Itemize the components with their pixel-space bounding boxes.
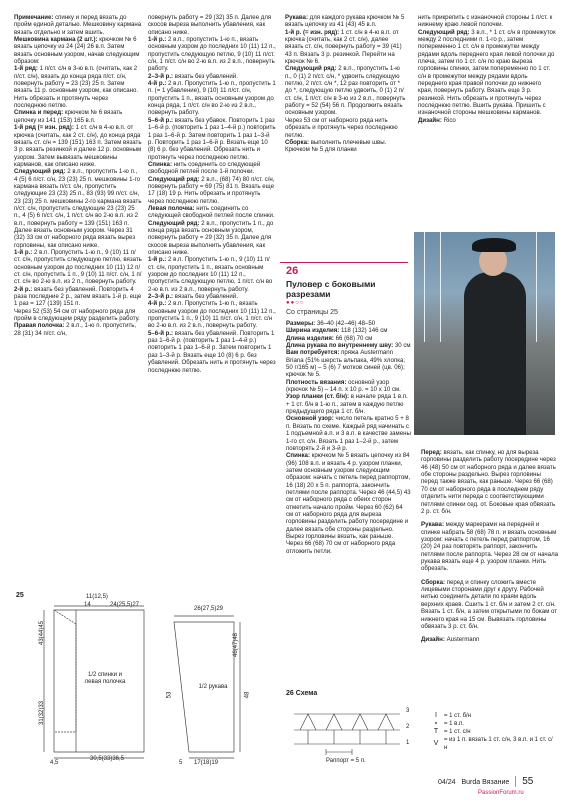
- specs-paragraph: [286, 349, 411, 378]
- schema-26-title: 26 Схема: [286, 690, 318, 697]
- col4b-heading: Сборка:: [421, 578, 445, 586]
- specs-heading: Длина изделия:: [286, 334, 334, 342]
- col4-heading: Следующий ряд:: [418, 28, 470, 36]
- col2-heading: 1-й р.:: [148, 36, 167, 44]
- col1-heading: Спинка и перед:: [14, 109, 64, 117]
- col3-paragraph: [285, 117, 407, 139]
- col4b-heading: Перед:: [421, 449, 442, 457]
- text-column-3: [285, 14, 407, 154]
- col4b-text: вязать, как спинку, но для выреза горловины разделить работу посередине через 46 (48) 50 см от наборного ряда и далее вязать обе стороны раздельно. Вырез горловины перед также вязать, как раньше. Через 66 (68) 70 см от наборного ряда в последнем ряду отделить нити переда с соответствующими петлями спинки сед. от. Боковые края обвязать 2 р. ст. б/н.: [421, 449, 556, 515]
- legend-item: [432, 736, 554, 752]
- col2-text: вязать без убавлений.: [173, 72, 238, 80]
- col2-paragraph: [148, 300, 276, 329]
- legend-item: [432, 712, 554, 720]
- col4-paragraph: [418, 29, 556, 117]
- col2-heading: 2–3-й р.:: [148, 72, 174, 80]
- col2-text: 2 в.п., пропустить 1 п., до конца ряда вязать основным узором, повернуть работу = 29 (32) 35 п. Далее для скосов выреза выполнить убавления, как описано ниже.: [148, 219, 274, 256]
- legend-symbol-icon: I: [435, 712, 437, 719]
- footer: [438, 776, 533, 787]
- col1-heading: 1-й р.:: [14, 249, 33, 256]
- specs-text: 36–40 (42–46) 48–50: [315, 320, 376, 327]
- col2-text: вязать без убавлений. Повторить 1 раз 1–6-й р. (повторить 1 раз 1–4-й р.) повторить 1 раз 1–6-й р. Затем повторить 1 раз 1–3-й р. Вязать еще 10 (8) 6 р. без убавлений. Обрезать нить и протянуть через последнюю петлю.: [148, 329, 276, 374]
- specs-heading: Основной узор:: [286, 415, 334, 423]
- schema-26: 26 Схема 3 2 1 Раппорт = 5 п.: [286, 690, 426, 770]
- col2-text: 2 в.п. Пропустить 1-ю п., вязать основным узором до последних 10 (11) 12 п., пропустить 1 п., 9 (10) 11 п/ст. с/н, 1 п/ст. с/н во 2-ю в.п. из 2 в.п., повернуть работу.: [148, 300, 276, 330]
- legend-item: [432, 720, 554, 728]
- col1-text: вязать без убавлений. Повторить 4 раза последние 2 р., затем вязать 1-й р. еще 1 раз = 127 (139) 151 п.: [14, 285, 142, 308]
- magazine-title: Burda Вязание: [461, 779, 510, 786]
- col1-text: 2 в.п. Пропустить 1-ю п., 9 (10) 11 п/ст. с/н, пропустить следующую петлю, вязать основным узором до последних 10 (11) 12 п/ст. с/н, пропустить 1 п., 9 (10) 11 п/ст. с/н, 1 п/ст. с/н во 2-ю в.п. из 2 п., повернуть работу.: [14, 249, 142, 286]
- col1-heading: Следующий ряд:: [14, 168, 66, 176]
- specs-text: число петель кратно 5 + 8 п. Вязать по схеме. Каждый ряд начинать с 1 подъемной в.п. и 3 в.п. в качестве замены 1-го ст. с/н. Вязать 1 раз 1–2-й р., затем повторять 2-й и 3-й р.: [286, 415, 411, 452]
- site-watermark: PassionForum.ru: [478, 790, 524, 796]
- specs-heading: Вам потребуется:: [286, 349, 340, 357]
- col2-paragraph: [148, 205, 276, 220]
- text-column-2: [148, 14, 276, 374]
- col4b-heading: Дизайн:: [421, 636, 445, 644]
- specs-heading: Размеры:: [286, 320, 316, 327]
- col1-text: крючком № 6 вязать цепочку из 24 (24) 26 в.п. Затем вязать основным узором, начав следующим образом:: [14, 36, 140, 66]
- col2-heading: Спинка:: [148, 160, 172, 168]
- col3-paragraph: [285, 65, 407, 116]
- col2-text: нить соединить со следующей свободной петлей после спинки.: [148, 204, 275, 220]
- col2-text: 2 в.п. Пропустить 1-ю п., 9 (10) 11 п/ст. с/н, пропустить 1 п., вязать основным узором до последних 10 (11) 12 п., пропустить следующую петлю, 1 п/ст. с/н во 2-ю в.п. из 2 в.п., повернуть работу.: [148, 256, 273, 293]
- col2-text: вязать без убавок. Повторить 1 раз 1–6-й р. (повторить 1 раз 1–4-й р.) повторить 1 раз 1–6-й р. Затем повторить 1 раз 1–3-й р. Повторить 1 раз 1–6-й р. Вязать еще 10 (8) 6 р. без убавлений. Обрезать нить и протянуть через последнюю петлю.: [148, 116, 276, 161]
- col1-paragraph: [14, 65, 142, 109]
- col1-text: 2 в.п., 1-ю п. пропустить, 28 (31) 34 п/ст. с/н,: [14, 322, 137, 337]
- col4-paragraph: [418, 117, 556, 124]
- col3-text: выполнить плечевые швы. Крючком № 5 для планки: [285, 138, 387, 154]
- col4-text: Rico: [441, 116, 456, 124]
- col4b-heading: Рукава:: [421, 521, 444, 529]
- col4b-text: Austermann: [444, 636, 480, 644]
- section-source: Со страницы 25: [286, 309, 338, 316]
- col4b-paragraph: [421, 449, 559, 515]
- legend-item: [432, 728, 554, 736]
- section-number: 26: [286, 265, 299, 277]
- specs-text: крючком № 5 вязать цепочку из 84 (96) 108 в.п. и вязать 4 р. узором планки, затем основным узором следующим образом: начать с петель перед раппортом, 16 (18) 20 x 5 п. раппорта, закончить петлями после раппорта. Через 46 (44,5) 43 см от наборного ряда с обеих сторон отметить начало пройм. Через 60 (62) 64 см от наборного ряда для выреза горловины разделить работу посередине и далее вязать обе стороны раздельно. Вырез горловины вязать, как раньше. Через 66 (68) 70 см от наборного ряда отложить петли.: [286, 452, 411, 555]
- col2-heading: 5–6-й р.:: [148, 329, 174, 337]
- specs-heading: Ширина изделия:: [286, 327, 340, 335]
- legend-text: = из 1 п. вязать 1 ст. с/н, 3 в.п. и 1 ст. с/н: [444, 737, 553, 751]
- col1-paragraph: [14, 322, 142, 337]
- col4-text: 3 в.п., * 1 ст. с/н в промежуток между 2 последними п. 1-го р., затем попеременно 1 ст. с/н в промежутки между рядами вдоль переднего края левой полочки до плеча, затем по 1 ст. с/н по краю выреза горловины спинки, затем попеременно по 1 ст. с/н в промежутки между рядами вдоль переднего края правой полочки до нижнего края, повернуть работу. Вязать еще 3 р. резинкой. Нить обрезать и протянуть через последнюю петлю. Вшить рукава. Пришить с изнаночной стороны мешковины карманов.: [418, 28, 556, 117]
- col2-paragraph: [148, 73, 276, 80]
- col1-text: спинку и перед вязать до пройм единой деталью. Мешковину кармана вязать отдельно и затем вшить.: [14, 14, 142, 36]
- col3-heading: Сборка:: [285, 138, 309, 146]
- col2-heading: 4-й р.:: [148, 80, 167, 88]
- legend-symbol-icon: T: [433, 728, 439, 735]
- col1-heading: 1-й ряд (= изн. ряд):: [14, 124, 74, 132]
- legend-symbol-icon: ∘: [433, 720, 439, 727]
- col4b-text: перед и спинку сложить вместе лицевыми сторонами друг к другу. Рабочей нитью соединить детали по краям вдоль верхних краев. Сшить 1 ст. б/н и затем 2 ст. с/н. Вязать 1 ст. б/н, а затем открытыми по бокам от нижнего края на 15 см. Вывязать горловины обвязать 3 р. ст. б/н.: [421, 578, 558, 630]
- specs-paragraph: [286, 342, 411, 349]
- col1-heading: Правая полочка:: [14, 322, 65, 330]
- legend-text: = 1 в.п.: [444, 721, 464, 727]
- specs-text: в начале ряда 1 в.п. + 1 ст. б/н в 1-ю п., затем в каждую петлю предыдущего ряда 1 ст. б/н.: [286, 393, 408, 416]
- schema-25: 25 11(12,5) 14 24(25,5)27 43(44)45 31(32)33 4,5 30,5(33)36,5 1/2 спинки и левая полочка 26(27,5)29 53 46(47)48 48 1/2 рукава 17(18)19 5: [14, 592, 274, 772]
- col1-paragraph: [14, 308, 142, 323]
- section-divider: [280, 262, 408, 263]
- difficulty-dots: ●●○○: [286, 300, 305, 306]
- col1-paragraph: [14, 286, 142, 308]
- section-title: Пуловер с боковыми разрезами: [286, 279, 376, 299]
- col2-heading: Следующий ряд:: [148, 219, 200, 227]
- col1-text: 1 ст. с/н в 4-ю в.п. от крючка (считать, как 2 ст. с/н), до конца ряда вязать ст. с/н = 139 (151) 163 п. Затем вязать 3 р. вязать резинкой и далее 12 р. основным узором. Затем вывязать мешковины карманов, как описано ниже.: [14, 124, 142, 168]
- col4-paragraph: [418, 14, 556, 29]
- col3-text: 1 ст. с/н в 4-ю в.п. от крючка (считать, как 2 ст. с/н), далее вязать ст. с/н, повернуть работу = 39 (41) 43 п. Вязать 3 р. резинкой. Перейти на крючок № 6.: [285, 28, 402, 66]
- specs-paragraph: [286, 393, 411, 415]
- col3-text: для каждого рукава крючком № 5 вязать цепочку из 41 (43) 45 в.п.: [285, 14, 405, 29]
- issue-number: 04/24: [438, 779, 456, 786]
- col3-heading: 1-й р. (= изн. ряд):: [285, 28, 340, 36]
- model-photo: [414, 232, 555, 435]
- col4-text: нить прикрепить с изнаночной стороны 1 п/ст. к нижнему краю левой полочки.: [418, 14, 553, 29]
- schema-25-outline: [14, 592, 274, 772]
- col2-heading: 2–3-й р.:: [148, 293, 174, 301]
- specs-text: 30 см: [393, 342, 411, 350]
- specs-text: 118 (132) 146 см: [339, 327, 388, 335]
- legend-symbol-icon: V: [433, 740, 439, 747]
- schema-number: 25: [16, 592, 24, 599]
- specs-paragraph: [286, 379, 411, 394]
- col1-paragraph: [14, 36, 142, 65]
- col2-paragraph: [148, 293, 276, 300]
- specs-text: основной узор (крючок № 5) – 14 п. x 10 р. = 10 x 10 см.: [286, 378, 401, 394]
- col1-text: 1 п/ст. с/н в 3-ю в.п. (считать, как 2 п/ст. с/н), вязать до конца ряда п/ст. с/н, повернуть работу = 23 (23) 25 п. Затем вязать 11 р. основным узором, как описано. Нить обрезать и протянуть через последнюю петлю.: [14, 65, 139, 110]
- col2-text: повернуть работу = 29 (32) 35 п. Далее для скосов выреза выполнить убавления, как описано ниже.: [148, 14, 272, 36]
- col2-heading: Следующий ряд:: [148, 175, 200, 183]
- col3-paragraph: [285, 139, 407, 154]
- col3-text: Через 53 см от наборного ряда нить обрезать и протянуть через последнюю петлю.: [285, 116, 398, 139]
- col3-heading: Следующий ряд:: [285, 65, 337, 73]
- col2-text: вязать без убавлений.: [173, 293, 238, 301]
- col3-paragraph: [285, 29, 407, 66]
- col1-text: 2 в.п., пропустить 1-ю п., 4 (5) 6 п/ст. с/н, 23 (23) 25 п. мешковины 1-го кармана вязать п/ст. с/н, пропустить следующие 23 (23) 25 п., 83 (93) 99 п/ст. с/н, 23 (23) 25 п. мешковины 2-го кармана вязать п/ст. с/н, пропустить следующие 23 (23) 25 п., 4 (5) 6 п/ст. с/н, 1 п/ст. с/н во 2-ю в.п. из 2 в.п., повернуть работу = 139 (151) 163 п. Далее вязать основным узором. Через 31 (32) 33 см от наборного ряда вязать вырез горловины, как описано ниже.: [14, 168, 142, 249]
- col2-paragraph: [148, 256, 276, 293]
- col1-heading: Примечание:: [14, 14, 54, 21]
- text-column-4: [418, 14, 556, 124]
- col2-paragraph: [148, 36, 276, 73]
- text-column-1: [14, 14, 142, 337]
- col1-paragraph: [14, 249, 142, 286]
- specs-block: [286, 320, 411, 555]
- specs-heading: Спинка:: [286, 452, 310, 460]
- col1-paragraph: [14, 124, 142, 168]
- col2-paragraph: [148, 176, 276, 205]
- col2-paragraph: [148, 161, 276, 176]
- col2-heading: 4-й р.:: [148, 300, 167, 308]
- col3-text: 2 в.п., пропустить 1-ю п., 0 (1) 2 п/ст. с/н, * удвоить следующую петлю, 2 п/ст. с/н *, 12 раз повторить от * до *, следующую петлю удвоить, 0 (1) 2 п/ст. с/н, 1 п/ст. с/н в 3-ю из 2 в.п., повернуть работу = 52 (54) 56 п. Продолжить вязать основным узором.: [285, 65, 406, 117]
- specs-heading: Узор планки (ст. б/н):: [286, 393, 350, 401]
- col1-heading: 1-й ряд:: [14, 65, 38, 73]
- specs-text: 66 (68) 70 см: [333, 334, 373, 342]
- specs-heading: Длина рукава по внутреннему шву:: [286, 342, 394, 350]
- col2-heading: 1-й р.:: [148, 256, 167, 264]
- specs-paragraph: [286, 452, 411, 555]
- text-column-4-lower: [421, 443, 559, 650]
- col2-paragraph: [148, 117, 276, 161]
- col4b-text: между маркерами на передней и спинке набрать 58 (68) 78 п. и вязать основным узором: начать с петель перед раппортом, 16 (20) 24 раз повторять раппорт, закончить петлями после раппорта. Через 28 см от начала рукава вязать еще 4 р. узором планки. Нить обрезать.: [421, 521, 559, 573]
- col2-paragraph: [148, 80, 276, 117]
- col2-heading: Левая полочка:: [148, 204, 195, 212]
- col1-paragraph: [14, 109, 142, 124]
- col2-heading: 5–6-й р.:: [148, 116, 174, 124]
- col2-text: нить соединить со следующей свободной петлей после 1-й полочки.: [148, 160, 261, 176]
- legend-text: = 1 ст. б/н: [444, 713, 472, 719]
- specs-text: пряжа Austermann Briana (51% шерсть альпака, 49% хлопка; 50 г/165 м) – 5 (6) 7 мотков синей (цв. 06); крючок № 5.: [286, 349, 406, 379]
- legend-text: = 1 ст. с/н: [444, 729, 471, 735]
- col1-paragraph: [14, 14, 142, 36]
- col2-paragraph: [148, 220, 276, 257]
- col3-heading: Рукава:: [285, 14, 308, 21]
- specs-paragraph: [286, 320, 411, 327]
- specs-paragraph: [286, 327, 411, 334]
- col4b-paragraph: [421, 636, 559, 643]
- col1-heading: 2-й р.:: [14, 285, 33, 293]
- col1-text: Через 52 (53) 54 см от наборного ряда для пройм в следующем ряду разделить работу.: [14, 307, 140, 323]
- col2-paragraph: [148, 330, 276, 374]
- col4b-paragraph: [421, 521, 559, 572]
- col1-paragraph: [14, 168, 142, 249]
- col4b-paragraph: [421, 579, 559, 630]
- col2-paragraph: [148, 14, 276, 36]
- schema-legend: [432, 712, 554, 752]
- page-number: 55: [515, 776, 533, 787]
- col1-heading: Мешковина кармана (2 шт.):: [14, 36, 98, 44]
- schema-26-grid: [290, 700, 420, 760]
- col1-text: крючком № 6 вязать цепочку из 141 (153) 165 в.п.: [14, 109, 123, 124]
- specs-heading: Плотность вязания:: [286, 378, 347, 386]
- col2-text: 2 в.п., пропустить 1-ю п., вязать основным узором до последних 10 (11) 12 п., пропустить следующую петлю, 9 (10) 11 п/ст. с/н, 1 п/ст. с/н во 2-ю в.п. из 2 в.п., повернуть работу.: [148, 36, 276, 73]
- col2-text: 2 в.п. Пропустить 1-ю п., пропустить 1 п. (= 1 убавление), 9 (10) 11 п/ст. с/н, пропустить 1 п., вязать основным узором до конца ряда, 1 п/ст. с/н во 2-ю из 2 в.п., повернуть работу.: [148, 80, 276, 117]
- specs-paragraph: [286, 335, 411, 342]
- specs-paragraph: [286, 415, 411, 452]
- col4-heading: Дизайн:: [418, 116, 442, 124]
- col2-text: 2 в.п., (68) 74) 80 п/ст. с/н, повернуть работу = 69 (75) 81 п. Вязать еще 17 (18) 19 р. Нить обрезать и протянуть через последнюю петлю.: [148, 175, 275, 205]
- col3-paragraph: [285, 14, 407, 29]
